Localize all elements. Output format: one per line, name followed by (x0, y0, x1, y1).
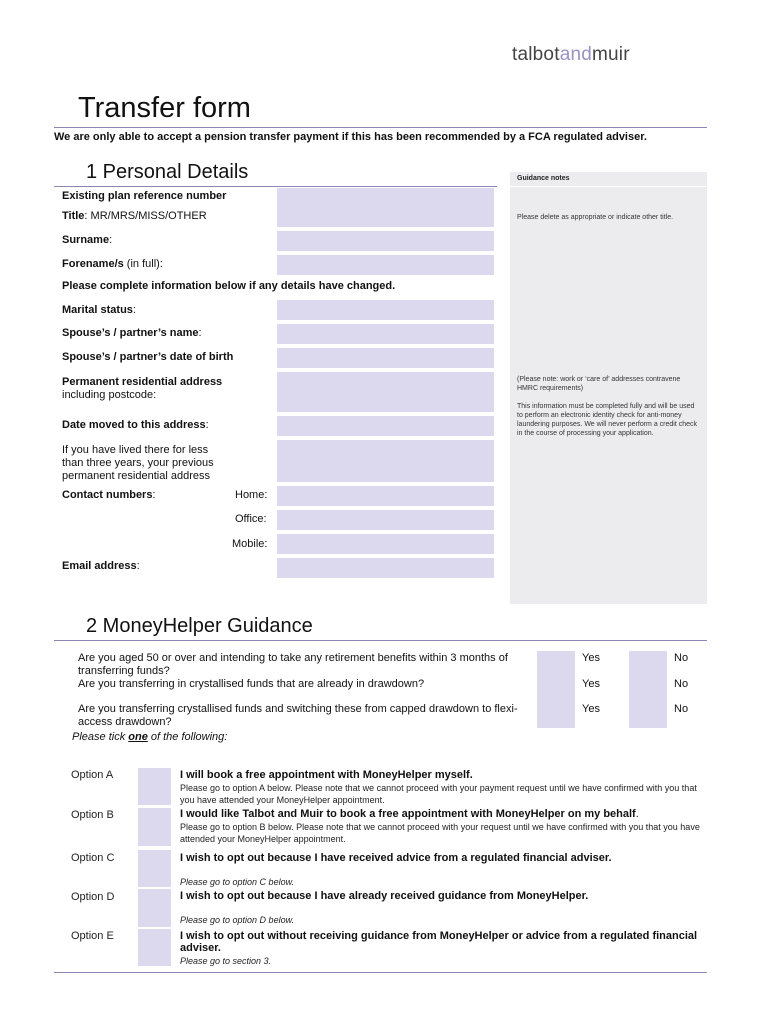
question-2: Are you transferring in crystallised funds that are already in drawdown? (78, 678, 425, 690)
marital-field[interactable] (277, 300, 494, 320)
address-label: Permanent residential address including postcode: (62, 376, 223, 401)
section-2-divider (54, 640, 707, 641)
guidance-title-note: Please delete as appropriate or indicate other title. (517, 214, 674, 221)
section-1-divider (54, 186, 497, 187)
option-a-tickbox[interactable] (138, 768, 171, 805)
spouse-dob-label: Spouse’s / partner’s date of birth (62, 351, 234, 363)
tick-instruction: Please tick one of the following: (72, 731, 228, 743)
guidance-divider (510, 186, 707, 187)
spouse-name-label: Spouse’s / partner’s name: (62, 327, 202, 339)
date-moved-label: Date moved to this address: (62, 419, 209, 431)
option-a-heading: I will book a free appointment with MoneyHelper myself. (180, 769, 473, 781)
option-e-tickbox[interactable] (138, 929, 171, 966)
q3-no-label: No (674, 703, 689, 715)
option-c-note: Please go to option C below. (180, 877, 295, 887)
option-e-label: Option E (71, 930, 114, 942)
logo-part-3: muir (592, 44, 630, 65)
title-divider (54, 127, 707, 128)
mobile-phone-field[interactable] (277, 534, 494, 554)
option-b-tickbox[interactable] (138, 808, 171, 846)
option-b-note: Please go to option B below. Please note that we cannot proceed with your request until we have confirmed with you that you have attended your MoneyHelper appointment. (180, 822, 700, 844)
option-c-heading: I wish to opt out because I have received advice from a regulated financial adviser. (180, 852, 612, 864)
no-tickbox-column[interactable] (629, 651, 667, 728)
change-note: Please complete information below if any details have changed. (62, 280, 396, 292)
email-label: Email address: (62, 560, 140, 572)
q2-yes-label: Yes (582, 678, 600, 690)
surname-label: Surname: (62, 234, 113, 246)
contact-label: Contact numbers: (62, 489, 156, 501)
date-moved-field[interactable] (277, 416, 494, 436)
spouse-dob-field[interactable] (277, 348, 494, 368)
brand-logo (512, 44, 630, 66)
question-3: Are you transferring crystallised funds and switching these from capped drawdown to flexi-access drawdown? (78, 703, 518, 728)
option-d-heading: I wish to opt out because I have already received guidance from MoneyHelper. (180, 890, 589, 902)
question-1: Are you aged 50 or over and intending to take any retirement benefits within 3 months of transferring funds? (78, 652, 508, 677)
option-a-label: Option A (71, 769, 114, 781)
option-c-tickbox[interactable] (138, 850, 171, 887)
plan-ref-label: Existing plan reference number (62, 190, 227, 202)
intro-text: We are only able to accept a pension transfer payment if this has been recommended by a FCA regulated adviser. (54, 131, 647, 143)
yes-tickbox-column[interactable] (537, 651, 575, 728)
home-label: Home: (235, 489, 268, 501)
address-field[interactable] (277, 372, 494, 412)
prev-address-field[interactable] (277, 440, 494, 482)
forenames-field[interactable] (277, 255, 494, 275)
option-d-tickbox[interactable] (138, 889, 171, 927)
guidance-identity-note: This information must be completed fully and will be used to perform an electronic identity check for anti-money laundering purposes. We will never perform a credit check in the course of processing your application. (517, 403, 698, 437)
home-phone-field[interactable] (277, 486, 494, 506)
email-field[interactable] (277, 558, 494, 578)
section-2-heading: 2 MoneyHelper Guidance (86, 615, 313, 637)
page-title: Transfer form (78, 92, 251, 124)
footer-divider (54, 972, 707, 973)
spouse-name-field[interactable] (277, 324, 494, 344)
q2-no-label: No (674, 678, 689, 690)
q1-yes-label: Yes (582, 652, 600, 664)
marital-label: Marital status: (62, 304, 136, 316)
option-b-label: Option B (71, 809, 114, 821)
q1-no-label: No (674, 652, 689, 664)
option-e-note: Please go to section 3. (180, 956, 272, 966)
forenames-label: Forename/s (in full): (62, 258, 163, 270)
title-label: Title: MR/MRS/MISS/OTHER (62, 210, 207, 222)
logo-part-2: and (559, 44, 592, 65)
logo-part-1: talbot (512, 44, 560, 65)
option-e-heading: I wish to opt out without receiving guidance from MoneyHelper or advice from a regulated financial adviser. (180, 930, 698, 954)
option-c-label: Option C (71, 852, 115, 864)
option-a-note: Please go to option A below. Please note that we cannot proceed with your payment request until we have confirmed with you that you have attended your MoneyHelper appointment. (180, 783, 697, 805)
office-label: Office: (235, 513, 267, 525)
mobile-label: Mobile: (232, 538, 268, 550)
prev-address-label: If you have lived there for less than three years, your previous permanent residential address (62, 444, 214, 482)
guidance-heading: Guidance notes (517, 175, 570, 182)
option-d-note: Please go to option D below. (180, 915, 295, 925)
section-1-heading: 1 Personal Details (86, 161, 249, 183)
guidance-address-note: (Please note: work or ‘care of’ addresses contravene HMRC requirements) (517, 376, 681, 392)
q3-yes-label: Yes (582, 703, 600, 715)
option-d-label: Option D (71, 891, 115, 903)
plan-ref-and-title-field[interactable] (277, 188, 494, 227)
office-phone-field[interactable] (277, 510, 494, 530)
surname-field[interactable] (277, 231, 494, 251)
option-b-heading: I would like Talbot and Muir to book a free appointment with MoneyHelper on my behalf. (180, 808, 639, 820)
